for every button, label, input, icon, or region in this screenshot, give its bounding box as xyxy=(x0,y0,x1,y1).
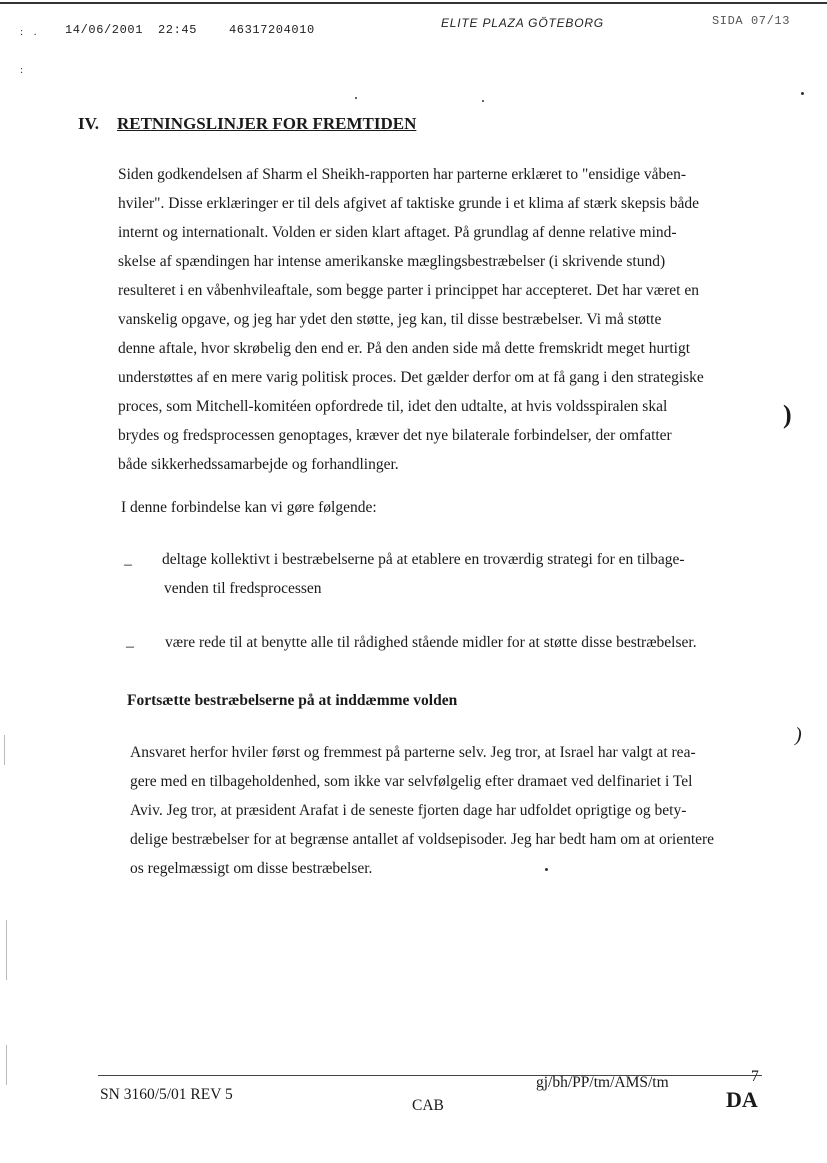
paragraph-line: hviler". Disse erklæringer er til dels afgivet af taktiske grunde i et klima af stærk skepsis både xyxy=(118,195,699,212)
paragraph-line: internt og internationalt. Volden er siden klart aftaget. På grundlag af denne relative mind- xyxy=(118,224,677,241)
bullet-dash: – xyxy=(124,556,132,573)
paragraph-line: brydes og fredsprocessen genoptages, kræver det nye bilaterale forbindelser, der omfatter xyxy=(118,427,672,444)
margin-bracket-mark: ) xyxy=(795,724,802,746)
footer-reference: SN 3160/5/01 REV 5 xyxy=(100,1086,233,1103)
scan-edge-line xyxy=(6,1045,7,1085)
bullet-line: være rede til at benytte alle til rådighed stående midler for at støtte disse bestræbelser. xyxy=(165,634,697,651)
scan-speck xyxy=(482,100,484,102)
fax-left-marks-2: : xyxy=(20,64,24,76)
scan-edge-line xyxy=(6,920,7,980)
fax-sender: ELITE PLAZA GÖTEBORG xyxy=(441,16,604,30)
paragraph-line: både sikkerhedssamarbejde og forhandlinger. xyxy=(118,456,399,473)
footer-language: DA xyxy=(726,1087,758,1112)
fax-left-marks: : . xyxy=(20,26,41,38)
paragraph-line: gere med en tilbageholdenhed, som ikke var selvfølgelig efter dramaet ved delfinariet i Tel xyxy=(130,773,693,790)
fax-page: SIDA 07/13 xyxy=(712,14,791,28)
margin-bracket-mark: ) xyxy=(783,400,792,429)
paragraph-line: resulteret i en våbenhvileaftale, som begge parter i princippet har accepteret. Det har været en xyxy=(118,282,699,299)
bullet-item-2 xyxy=(165,628,697,657)
bullet-line: deltage kollektivt i bestræbelserne på at etablere en troværdig strategi for en tilbage- xyxy=(162,551,685,568)
paragraph-line: proces, som Mitchell-komitéen opfordrede til, idet den udtalte, at hvis voldsspiralen skal xyxy=(118,398,668,415)
paragraph-line: vanskelig opgave, og jeg har ydet den støtte, jeg kan, til disse bestræbelser. Vi må støtte xyxy=(118,311,662,328)
paragraph-2 xyxy=(130,738,714,883)
paragraph-line: Siden godkendelsen af Sharm el Sheikh-rapporten har parterne erklæret to "ensidige våben- xyxy=(118,166,687,183)
section-number: IV. xyxy=(78,114,99,133)
intro-line: I denne forbindelse kan vi gøre følgende: xyxy=(121,499,377,516)
footer-initials: gj/bh/PP/tm/AMS/tm xyxy=(536,1074,669,1091)
section-heading xyxy=(78,114,416,134)
scan-speck xyxy=(545,868,548,871)
section-title: RETNINGSLINJER FOR FREMTIDEN xyxy=(116,114,417,133)
bullet-line: venden til fredsprocessen xyxy=(164,580,322,597)
scan-speck xyxy=(355,97,357,99)
footer-unit: CAB xyxy=(412,1097,444,1114)
fax-date: 14/06/2001 xyxy=(65,23,144,37)
scan-speck xyxy=(801,92,804,95)
paragraph-line: Aviv. Jeg tror, at præsident Arafat i de seneste fjorten dage har udfoldet oprigtige og bety- xyxy=(130,802,687,819)
fax-top-line xyxy=(0,2,827,4)
bullet-item-1 xyxy=(162,545,685,603)
scan-edge-line xyxy=(4,735,5,765)
paragraph-line: understøttes af en mere varig politisk proces. Det gælder derfor om at få gang i den strategiske xyxy=(118,369,704,386)
bullet-dash: – xyxy=(126,638,134,655)
fax-time: 22:45 xyxy=(158,23,198,37)
paragraph-line: os regelmæssigt om disse bestræbelser. xyxy=(130,860,373,877)
paragraph-line: delige bestræbelser for at begrænse antallet af voldsepisoder. Jeg har bedt ham om at orientere xyxy=(130,831,715,848)
paragraph-line: skelse af spændingen har intense amerikanske mæglingsbestræbelser (i skrivende stund) xyxy=(118,253,666,270)
subheading: Fortsætte bestræbelserne på at inddæmme volden xyxy=(127,692,458,709)
paragraph-line: Ansvaret herfor hviler først og fremmest på parterne selv. Jeg tror, at Israel har valgt at rea- xyxy=(130,744,696,761)
paragraph-line: denne aftale, hvor skrøbelig den end er. På den anden side må dette fremskridt meget hurtigt xyxy=(118,340,691,357)
paragraph-1 xyxy=(118,160,704,479)
footer-page-number: 7 xyxy=(751,1068,759,1085)
fax-number: 46317204010 xyxy=(229,23,315,37)
